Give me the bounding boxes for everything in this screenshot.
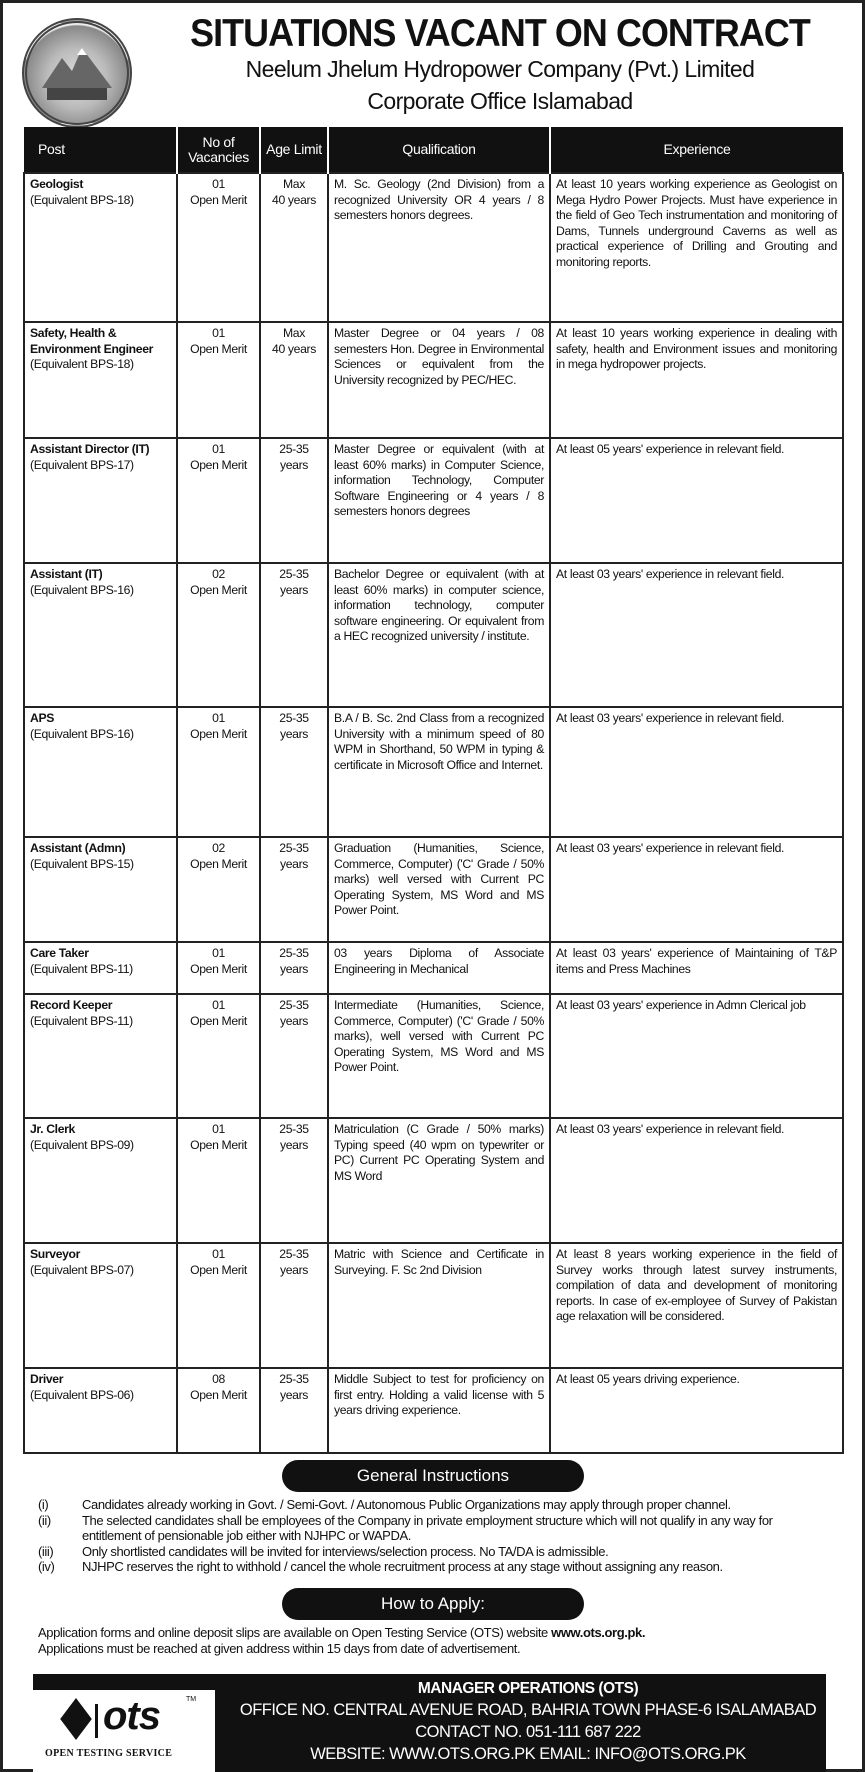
post-cell	[24, 994, 177, 1118]
qualification-cell: Matric with Science and Certificate in Surveying. F. Sc 2nd Division	[328, 1243, 550, 1368]
age-line-2: years	[279, 1013, 309, 1028]
item-text: Candidates already working in Govt. / Semi-Govt. / Autonomous Public Organizations may apply through proper channel.	[82, 1497, 731, 1512]
vacancy-merit: Open Merit	[190, 341, 247, 356]
experience-cell: At least 03 years' experience in relevant field.	[550, 1118, 843, 1243]
post-cell	[24, 942, 177, 994]
vacancy-count: 01	[212, 998, 225, 1012]
vacancy-merit: Open Merit	[190, 856, 247, 871]
footer-address: OFFICE NO. CENTRAL AVENUE ROAD, BAHRIA TOWN PHASE-6 ISALAMABAD	[239, 1701, 817, 1719]
vacancies-cell	[177, 173, 260, 322]
age-line-1: 25-35	[279, 998, 309, 1012]
footer-manager: MANAGER OPERATIONS (OTS)	[417, 1680, 639, 1697]
age-cell	[260, 563, 328, 707]
vacancy-merit: Open Merit	[190, 192, 247, 207]
table-row	[24, 994, 843, 1118]
header-experience: Experience	[550, 127, 843, 173]
table-row	[24, 837, 843, 942]
vacancy-merit: Open Merit	[190, 726, 247, 741]
table-row	[24, 438, 843, 563]
post-cell	[24, 1368, 177, 1453]
item-text: NJHPC reserves the right to withhold / cancel the whole recruitment process at any stage without assigning any reason.	[82, 1559, 723, 1574]
vacancies-cell	[177, 438, 260, 563]
age-cell	[260, 1118, 328, 1243]
item-number: (iv)	[38, 1559, 55, 1574]
table-row	[24, 942, 843, 994]
instruction-item	[38, 1559, 828, 1575]
post-cell	[24, 837, 177, 942]
age-line-2: years	[279, 856, 309, 871]
apply-line-2: Applications must be reached at given address within 15 days from date of advertisement.	[38, 1641, 521, 1656]
qualification-cell: B.A / B. Sc. 2nd Class from a recognized University with a minimum speed of 80 WPM in Shorthand, 50 WPM in typing & certificate in Microsoft Office and Internet.	[328, 707, 550, 837]
age-line-1: 25-35	[279, 946, 309, 960]
instruction-item	[38, 1513, 828, 1544]
post-cell	[24, 173, 177, 322]
vacancies-cell	[177, 942, 260, 994]
post-title: Geologist	[30, 177, 84, 191]
vacancies-table	[23, 127, 844, 1454]
age-line-2: years	[279, 1262, 309, 1277]
post-title: Assistant Director (IT)	[30, 442, 150, 456]
vacancy-merit: Open Merit	[190, 457, 247, 472]
table-row	[24, 322, 843, 438]
post-cell	[24, 1243, 177, 1368]
ots-website-link[interactable]: www.ots.org.pk.	[551, 1625, 646, 1640]
post-title: Assistant (IT)	[30, 567, 103, 581]
qualification-cell: Intermediate (Humanities, Science, Commerce, Computer) ('C' Grade / 50% marks), well versed with Current PC Operating System, MS Word and MS Power Point.	[328, 994, 550, 1118]
qualification-cell: Graduation (Humanities, Science, Commerce, Computer) ('C' Grade / 50% marks) well versed with Current PC Operating System, MS Word and MS Power Point.	[328, 837, 550, 942]
footer-website-email: WEBSITE: WWW.OTS.ORG.PK EMAIL: INFO@OTS.ORG.PK	[310, 1745, 746, 1763]
post-title: Assistant (Admn)	[30, 841, 126, 855]
instructions-list	[38, 1497, 828, 1575]
post-cell	[24, 707, 177, 837]
vacancies-cell	[177, 1118, 260, 1243]
item-number: (ii)	[38, 1512, 51, 1528]
njhpc-logo	[22, 18, 132, 128]
experience-cell: At least 03 years' experience of Maintaining of T&P items and Press Machines	[550, 942, 843, 994]
qualification-cell: Bachelor Degree or equivalent (with at least 60% marks) in computer science, information technology, computer software engineering. Or equivalent from a HEC recognized university / institute.	[328, 563, 550, 707]
post-cell	[24, 322, 177, 438]
experience-cell: At least 03 years' experience in Admn Clerical job	[550, 994, 843, 1118]
ots-logo-text: ots	[103, 1694, 160, 1738]
age-line-2: 40 years	[272, 192, 316, 207]
post-grade: (Equivalent BPS-18)	[30, 357, 134, 372]
vacancy-count: 01	[212, 1247, 225, 1261]
experience-cell: At least 03 years' experience in relevant field.	[550, 837, 843, 942]
age-cell	[260, 1368, 328, 1453]
vacancy-count: 01	[212, 442, 225, 456]
ots-tagline: OPEN TESTING SERVICE	[45, 1748, 173, 1759]
vacancies-cell	[177, 707, 260, 837]
qualification-cell: Middle Subject to test for proficiency on first entry. Holding a valid license with 5 years driving experience.	[328, 1368, 550, 1453]
table-row	[24, 1118, 843, 1243]
age-line-1: 25-35	[279, 1372, 309, 1386]
qualification-cell: Matriculation (C Grade / 50% marks) Typing speed (40 wpm on typewriter or PC) Current PC Operating System and MS Word	[328, 1118, 550, 1243]
post-grade: (Equivalent BPS-11)	[30, 961, 133, 976]
experience-cell: At least 03 years' experience in relevant field.	[550, 707, 843, 837]
post-title: Record Keeper	[30, 998, 113, 1012]
vacancy-count: 01	[212, 946, 225, 960]
vacancy-count: 01	[212, 711, 225, 725]
age-cell	[260, 707, 328, 837]
post-title: Driver	[30, 1372, 64, 1386]
age-line-1: Max	[283, 326, 305, 340]
instruction-item	[38, 1497, 828, 1513]
table-row	[24, 1243, 843, 1368]
post-grade: (Equivalent BPS-16)	[30, 582, 134, 597]
age-cell	[260, 438, 328, 563]
age-line-1: 25-35	[279, 567, 309, 581]
age-line-2: years	[279, 726, 309, 741]
office-name: Corporate Office Islamabad	[367, 88, 633, 114]
age-line-1: 25-35	[279, 711, 309, 725]
post-cell	[24, 438, 177, 563]
header-vacancies: No of Vacancies	[177, 127, 260, 173]
general-instructions-heading: General Instructions	[282, 1460, 584, 1492]
vacancy-merit: Open Merit	[190, 582, 247, 597]
vacancies-cell	[177, 837, 260, 942]
age-line-2: years	[279, 1387, 309, 1402]
vacancy-merit: Open Merit	[190, 1387, 247, 1402]
post-title: APS	[30, 711, 55, 725]
vacancies-cell	[177, 563, 260, 707]
item-text: The selected candidates shall be employees of the Company in private employment structure which will not qualify in any way for entitlement of pensionable job either with NJHPC or WAPDA.	[82, 1512, 773, 1543]
header-qualification: Qualification	[328, 127, 550, 173]
post-grade: (Equivalent BPS-16)	[30, 726, 134, 741]
age-line-1: 25-35	[279, 1247, 309, 1261]
ots-diamond-icon	[60, 1698, 92, 1740]
age-line-1: 25-35	[279, 1122, 309, 1136]
apply-text	[38, 1625, 645, 1657]
vacancy-count: 01	[212, 326, 225, 340]
qualification-cell: Master Degree or equivalent (with at least 60% marks) in Computer Science, information Technology, Computer Software Engineering or 4 years / 8 semesters honors degrees	[328, 438, 550, 563]
instruction-item	[38, 1544, 828, 1560]
vacancies-cell	[177, 994, 260, 1118]
experience-cell: At least 03 years' experience in relevant field.	[550, 563, 843, 707]
company-name: Neelum Jhelum Hydropower Company (Pvt.) Limited	[245, 56, 755, 82]
post-grade: (Equivalent BPS-18)	[30, 192, 134, 207]
post-title: Safety, Health & Environment Engineer	[30, 326, 154, 356]
table-header-row	[24, 127, 843, 173]
vacancy-merit: Open Merit	[190, 1013, 247, 1028]
post-grade: (Equivalent BPS-07)	[30, 1262, 134, 1277]
experience-cell: At least 10 years working experience in dealing with safety, health and Environment issues and monitoring in mega hydropower projects.	[550, 322, 843, 438]
page-title: SITUATIONS VACANT ON CONTRACT	[190, 12, 810, 55]
age-line-2: years	[279, 1137, 309, 1152]
post-cell	[24, 1118, 177, 1243]
trademark: TM	[186, 1696, 197, 1703]
qualification-cell: M. Sc. Geology (2nd Division) from a recognized University OR 4 years / 8 semesters honors degrees.	[328, 173, 550, 322]
header-post: Post	[24, 127, 177, 173]
table-row	[24, 707, 843, 837]
post-grade: (Equivalent BPS-06)	[30, 1387, 134, 1402]
post-grade: (Equivalent BPS-17)	[30, 457, 134, 472]
age-line-1: 25-35	[279, 841, 309, 855]
experience-cell: At least 10 years working experience as Geologist on Mega Hydro Power Projects. Must have experience in the field of Geo Tech instrumentation and monitoring of Dams, Tunnels underground Caverns as well as practical experience of Drilling and Grouting and monitoring reports.	[550, 173, 843, 322]
post-title: Care Taker	[30, 946, 89, 960]
experience-cell: At least 05 years' experience in relevant field.	[550, 438, 843, 563]
age-cell	[260, 994, 328, 1118]
age-cell	[260, 322, 328, 438]
age-line-2: years	[279, 582, 309, 597]
vacancy-count: 02	[212, 841, 225, 855]
experience-cell: At least 8 years working experience in the field of Survey works through latest survey instruments, compilation of data and development of monitoring reports. In case of ex-employee of Survey of Pakistan age relaxation will be considered.	[550, 1243, 843, 1368]
post-grade: (Equivalent BPS-15)	[30, 856, 134, 871]
item-number: (i)	[38, 1497, 49, 1512]
table-row	[24, 563, 843, 707]
table-row	[24, 173, 843, 322]
age-cell	[260, 173, 328, 322]
age-cell	[260, 837, 328, 942]
qualification-cell: Master Degree or 04 years / 08 semesters Hon. Degree in Environmental Sciences or equivalent from the University recognized by PEC/HEC.	[328, 322, 550, 438]
vacancy-merit: Open Merit	[190, 1137, 247, 1152]
age-cell	[260, 1243, 328, 1368]
how-to-apply-heading: How to Apply:	[282, 1588, 584, 1620]
age-line-2: years	[279, 961, 309, 976]
footer-contact: CONTACT NO. 051-111 687 222	[415, 1723, 641, 1741]
vacancies-cell	[177, 322, 260, 438]
age-line-1: 25-35	[279, 442, 309, 456]
vacancy-count: 08	[212, 1372, 225, 1386]
item-number: (iii)	[38, 1543, 54, 1559]
age-cell	[260, 942, 328, 994]
qualification-cell: 03 years Diploma of Associate Engineering in Mechanical	[328, 942, 550, 994]
vacancy-merit: Open Merit	[190, 961, 247, 976]
post-grade: (Equivalent BPS-11)	[30, 1013, 133, 1028]
post-title: Jr. Clerk	[30, 1122, 75, 1136]
vacancy-count: 02	[212, 567, 225, 581]
experience-cell: At least 05 years driving experience.	[550, 1368, 843, 1453]
post-title: Surveyor	[30, 1247, 81, 1261]
age-line-1: Max	[283, 177, 305, 191]
vacancy-merit: Open Merit	[190, 1262, 247, 1277]
vacancy-count: 01	[212, 177, 225, 191]
vacancy-count: 01	[212, 1122, 225, 1136]
header-age: Age Limit	[260, 127, 328, 173]
item-text: Only shortlisted candidates will be invited for interviews/selection process. No TA/DA is admissible.	[82, 1543, 609, 1559]
vacancies-cell	[177, 1368, 260, 1453]
post-grade: (Equivalent BPS-09)	[30, 1137, 134, 1152]
vacancies-cell	[177, 1243, 260, 1368]
apply-line-1: Application forms and online deposit slips are available on Open Testing Service (OTS) website	[38, 1625, 548, 1640]
ots-logo	[33, 1690, 215, 1772]
post-cell	[24, 563, 177, 707]
table-row	[24, 1368, 843, 1453]
age-line-2: years	[279, 457, 309, 472]
age-line-2: 40 years	[272, 341, 316, 356]
